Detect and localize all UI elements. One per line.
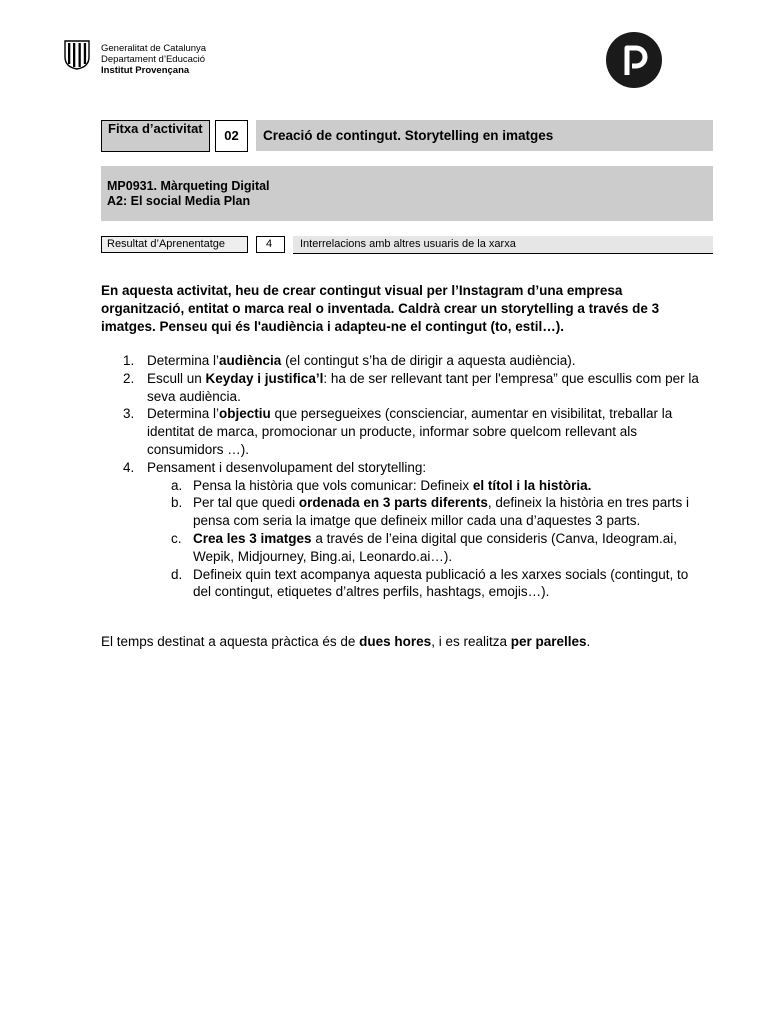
fitxa-label: Fitxa d’activitat — [101, 120, 210, 152]
list-item — [101, 405, 701, 458]
list-item-text: Determina l’objectiu que persegueixes (conscienciar, aumentar en visibilitat, treballar la identitat de marca, promocionar un producte, informar sobre quelcom rellevant als consumidors …). — [147, 406, 673, 457]
resultat-number: 4 — [256, 236, 285, 253]
list-item-number: 3. — [123, 406, 135, 422]
instruction-list — [101, 352, 701, 601]
intro-paragraph: En aquesta activitat, heu de crear contingut visual per l’Instagram d’una empresa organització, entitat o marca real o inventada. Caldrà crear un storytelling a través de 3 imatges. Penseu qui és l'audiència i adapteu-ne el contingut (to, estil…). — [101, 283, 660, 334]
sublist-item-text: Crea les 3 imatges a través de l’eina digital que consideris (Canva, Ideogram.ai, Wepik, Midjourney, Bing.ai, Leonardo.ai…). — [193, 530, 678, 564]
resultat-label: Resultat d’Aprenentatge — [101, 236, 248, 253]
organization-name — [101, 43, 206, 76]
sublist-item-letter: d. — [171, 566, 183, 582]
list-item — [101, 352, 701, 370]
org-line-generalitat: Generalitat de Catalunya — [101, 43, 207, 54]
module-activity: A2: El social Media Plan — [107, 193, 251, 208]
list-item-text: Determina l’audiència (el contingut s’ha de dirigir a aquesta audiència). — [147, 353, 576, 368]
resultat-divider — [293, 253, 713, 254]
generalitat-logo-icon — [64, 40, 90, 70]
sublist-item-text: Defineix quin text acompanya aquesta publicació a les xarxes socials (contingut, to del contingut, etiquetes d’altres perfils, hashtags, emojis…). — [193, 566, 689, 600]
fitxa-number: 02 — [215, 120, 248, 152]
sublist-item-letter: b. — [171, 495, 183, 511]
list-item-number: 4. — [123, 459, 135, 475]
module-code: MP0931. Màrqueting Digital — [107, 179, 270, 193]
sublist-item-text: Pensa la història que vols comunicar: Defineix el títol i la història. — [193, 477, 592, 493]
org-line-departament: Departament d’Educació — [101, 54, 206, 65]
sublist-item — [101, 477, 701, 495]
fitxa-title: Creació de contingut. Storytelling en imatges — [256, 120, 713, 151]
sublist-item-letter: c. — [171, 530, 182, 546]
resultat-description: Interrelacions amb altres usuaris de la xarxa — [293, 236, 713, 253]
institute-logo-icon — [605, 31, 663, 89]
sublist-item-letter: a. — [171, 477, 183, 493]
closing-paragraph: El temps destinat a aquesta pràctica és de dues hores, i es realitza per parelles. — [101, 634, 591, 649]
list-item-number: 2. — [123, 370, 135, 386]
list-item-number: 1. — [123, 353, 135, 368]
sublist-item — [101, 530, 701, 566]
module-box — [101, 166, 713, 221]
list-item-text: Pensament i desenvolupament del storytelling: — [147, 459, 427, 475]
institute-name: Institut Provençana — [101, 65, 190, 76]
sublist-item — [101, 566, 701, 602]
sublist-item-text: Per tal que quedi ordenada en 3 parts diferents, defineix la història en tres parts i pensa com seria la imatge que defineix millor cada una d’aquestes 3 parts. — [193, 495, 689, 529]
sublist-item — [101, 494, 701, 530]
list-item-text: Escull un Keyday i justifica’l: ha de ser rellevant tant per l'empresa” que escullis com per la seva audiència. — [147, 370, 699, 404]
list-item — [101, 370, 701, 406]
list-item — [101, 459, 701, 477]
